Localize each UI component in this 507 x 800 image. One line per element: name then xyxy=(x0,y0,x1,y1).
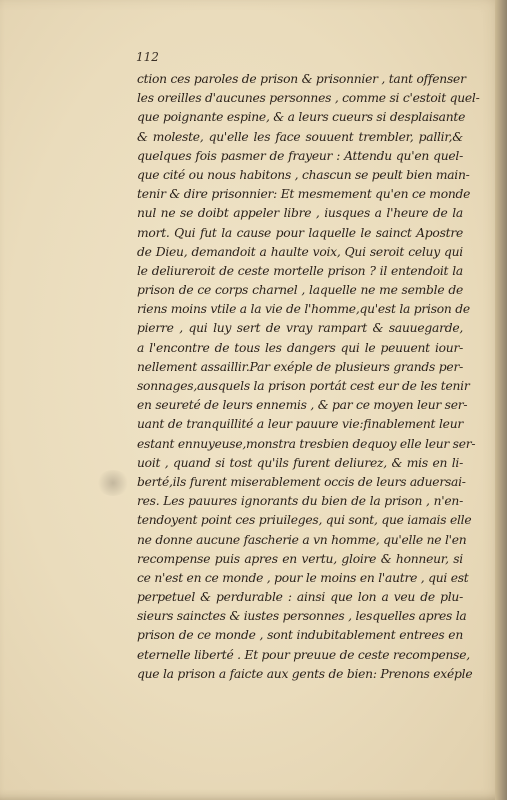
text-line: en seureté de leurs ennemis , & par ce moyen leur ser- xyxy=(137,398,468,413)
page-number: 112 xyxy=(136,50,159,64)
text-line: uant de tranquillité a leur pauure vie:finablement leur xyxy=(137,417,463,432)
text-line: ction ces paroles de prison & prisonnier , tant offenser xyxy=(137,72,466,86)
text-line: berté,ils furent miserablement occis de leurs aduersai- xyxy=(137,474,466,489)
text-line: nul ne se doibt appeler libre , iusques a l'heure de la xyxy=(137,206,463,221)
text-block xyxy=(137,70,480,684)
text-line: mort. Qui fut la cause pour laquelle le sainct Apostre xyxy=(137,225,463,240)
text-line: que poignante espine, & a leurs cueurs si desplaisante xyxy=(137,110,466,125)
text-line: eternelle liberté . Et pour preuue de ceste recompense, xyxy=(137,647,470,662)
text-line: uoit , quand si tost qu'ils furent deliurez, & mis en li- xyxy=(137,455,463,470)
page-gutter xyxy=(495,0,507,800)
text-line: recompense puis apres en vertu, gloire & honneur, si xyxy=(137,551,463,566)
text-line: estant ennuyeuse,monstra tresbien dequoy elle leur ser- xyxy=(137,436,476,451)
text-line: le deliureroit de ceste mortelle prison ? il entendoit la xyxy=(137,263,463,278)
text-line: les oreilles d'aucunes personnes , comme si c'estoit quel- xyxy=(137,91,480,106)
text-line: que la prison a faicte aux gents de bien: Prenons exéple xyxy=(137,666,473,681)
text-line: riens moins vtile a la vie de l'homme,qu'est la prison de xyxy=(137,302,470,317)
text-line: tendoyent point ces priuileges, qui sont, que iamais elle xyxy=(137,513,472,528)
text-line: que cité ou nous habitons , chascun se peult bien main- xyxy=(137,167,470,182)
paper-stain xyxy=(96,470,130,496)
text-line: perpetuel & perdurable : ainsi que lon a veu de plu- xyxy=(137,590,463,605)
text-line: ce n'est en ce monde , pour le moins en l'autre , qui est xyxy=(137,570,469,585)
text-line: ne donne aucune fascherie a vn homme, qu'elle ne l'en xyxy=(137,532,467,547)
text-line: prison de ce monde , sont indubitablement entrees en xyxy=(137,628,463,643)
text-line: quelques fois pasmer de frayeur : Attendu qu'en quel- xyxy=(137,148,463,163)
text-line: sieurs sainctes & iustes personnes , lesquelles apres la xyxy=(137,609,467,624)
text-line: prison de ce corps charnel , laquelle ne me semble de xyxy=(137,283,463,298)
text-line: a l'encontre de tous les dangers qui le peuuent iour- xyxy=(137,340,463,355)
text-line: sonnages,ausquels la prison portát cest eur de les tenir xyxy=(137,379,470,393)
text-line: pierre , qui luy sert de vray rampart & sauuegarde, xyxy=(137,321,463,336)
text-line: res. Les pauures ignorants du bien de la prison , n'en- xyxy=(137,494,463,509)
text-line: nellement assaillir.Par exéple de plusieurs grands per- xyxy=(137,359,463,374)
text-line: de Dieu, demandoit a haulte voix, Qui seroit celuy qui xyxy=(137,244,463,259)
text-line: tenir & dire prisonnier: Et mesmement qu'en ce monde xyxy=(137,187,471,202)
text-line: & moleste, qu'elle les face souuent trembler, pallir,& xyxy=(137,129,463,144)
